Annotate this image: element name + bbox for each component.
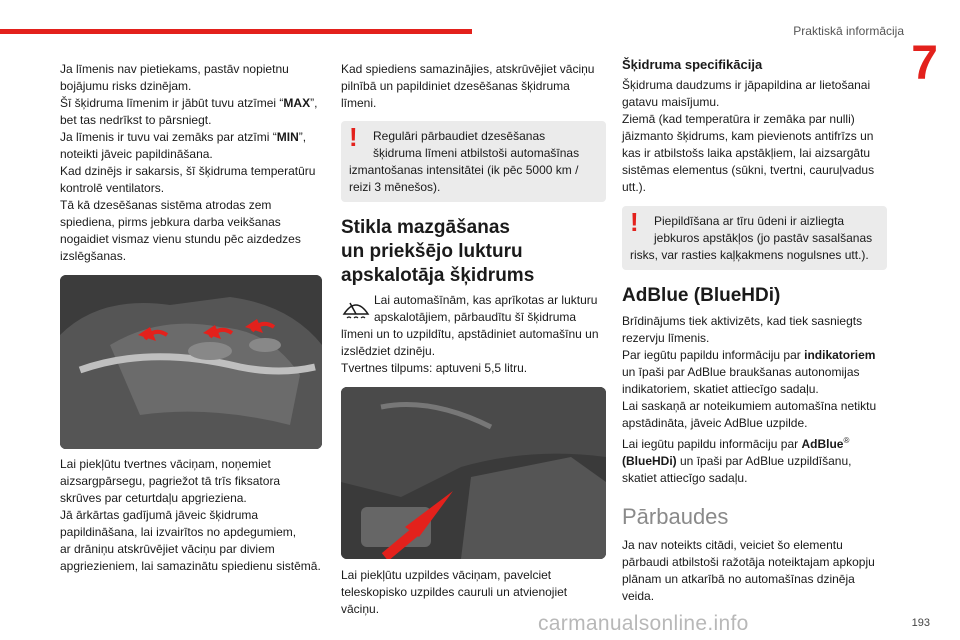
engine-bay-coolant-photo	[60, 275, 322, 449]
note-text: Regulāri pārbaudiet dzesēšanas šķidruma līmeni atbilstoši automašīnas izmantošanas intensitātei (ik pēc 5000 km / reizi 3 mēnešos).	[349, 129, 580, 194]
column-2	[341, 61, 606, 618]
chapter-number: 7	[911, 37, 938, 90]
section-heading-washer-fluid: Stikla mazgāšanas un priekšējo lukturu apskalotāja šķidrums	[341, 217, 535, 286]
column-3	[622, 56, 887, 605]
watermark: carmanualsonline.info	[538, 612, 749, 635]
column-1	[60, 61, 322, 575]
warning-exclamation-icon: !	[349, 122, 358, 152]
windscreen-washer-icon	[341, 294, 371, 322]
paragraph: Ja nav noteikts citādi, veiciet šo elementu pārbaudi atbilstoši ražotāja noteiktajam apkopju plānam un atkarībā no automašīnas dzinēja veida.	[622, 538, 875, 603]
paragraph: Ja līmenis nav pietiekams, pastāv nopietnu bojājumu risks dzinējam. Šī šķidruma līmenim ir jābūt tuvu atzīmei “MAX”, bet tas nedrīkst to pārsniegt. Ja līmenis ir tuvu vai zemāks par atzīmi “MIN”, noteikti jāveic papildināšana. Kad dzinējs ir sakarsis, šī šķidruma temperatūru kontrolē ventilators. Tā kā dzesēšanas sistēma atrodas zem spiediena, pirms jebkura darba veikšanas nogaidiet vismaz vienu stundu pēc aizdedzes izslēgšanas.	[60, 62, 318, 263]
washer-reservoir-photo	[341, 387, 606, 559]
washer-reservoir-illustration	[341, 387, 606, 559]
running-header: Praktiskā informācija	[793, 24, 904, 38]
warning-exclamation-icon: !	[630, 207, 639, 237]
section-heading-adblue: AdBlue (BlueHDi)	[622, 285, 781, 306]
paragraph: Lai automašīnām, kas aprīkotas ar lukturu apskalotājiem, pārbaudītu šī šķidruma līmeni un to uzpildītu, apstādiniet automašīnu un izslēdziet dzinēju. Tvertnes tilpums: aptuveni 5,5 litru.	[341, 293, 599, 375]
washer-info	[341, 292, 606, 377]
warning-note	[622, 206, 887, 270]
paragraph: Lai piekļūtu tvertnes vāciņam, noņemiet aizsargpārsegu, pagriežot tā trīs fiksatora skrūves par ceturtdaļu apgrieziena. Jā ārkārtas gadījumā jāveic šķidruma papildināšana, lai izvairītos no apdegumiem, ar drāniņu atskrūvējiet vāciņu par diviem apgriezieniem, lai samazinātu spiedienu sistēmā.	[60, 457, 321, 573]
warning-note	[341, 121, 606, 202]
paragraph: Kad spiediens samazinājies, atskrūvējiet vāciņu pilnībā un papildiniet dzesēšanas šķidruma līmeni.	[341, 62, 595, 110]
section-heading-fluid-spec: Šķidruma specifikācija	[622, 57, 763, 72]
section-heading-checks: Pārbaudes	[622, 504, 729, 529]
paragraph: Brīdinājums tiek aktivizēts, kad tiek sasniegts rezervju līmenis. Par iegūtu papildu informāciju par indikatoriem un īpaši par AdBlue braukšanas autonomijas indikatoriem, skatiet attiecīgo sadaļu. Lai saskaņā ar noteikumiem automašīna netiktu apstādināta, jāveic AdBlue uzpilde. Lai iegūtu papildu informāciju par AdBlue® (BlueHDi) un īpaši par AdBlue uzpildīšanu, skatiet attiecīgo sadaļu.	[622, 314, 877, 485]
paragraph: Šķidruma daudzums ir jāpapildina ar lietošanai gatavu maisījumu. Ziemā (kad temperatūra ir zemāka par nulli) jāizmanto šķidrums, kam pievienots antifrīzs un kas ir atbilstošs laika apstākļiem, lai aizsargātu sistēmas elementus (sūkni, tvertni, cauruļvadus utt.).	[622, 78, 875, 194]
engine-bay-illustration	[60, 275, 322, 449]
page-number: 193	[911, 617, 930, 629]
paragraph: Lai piekļūtu uzpildes vāciņam, pavelciet teleskopisko uzpildes cauruli un atvienojiet vāciņu.	[341, 568, 568, 616]
chapter-color-bar	[0, 29, 472, 34]
note-text: Piepildīšana ar tīru ūdeni ir aizliegta jebkuros apstākļos (jo pastāv sasalšanas risks, var rasties kaļķakmens nogulsnes utt.).	[630, 214, 873, 262]
